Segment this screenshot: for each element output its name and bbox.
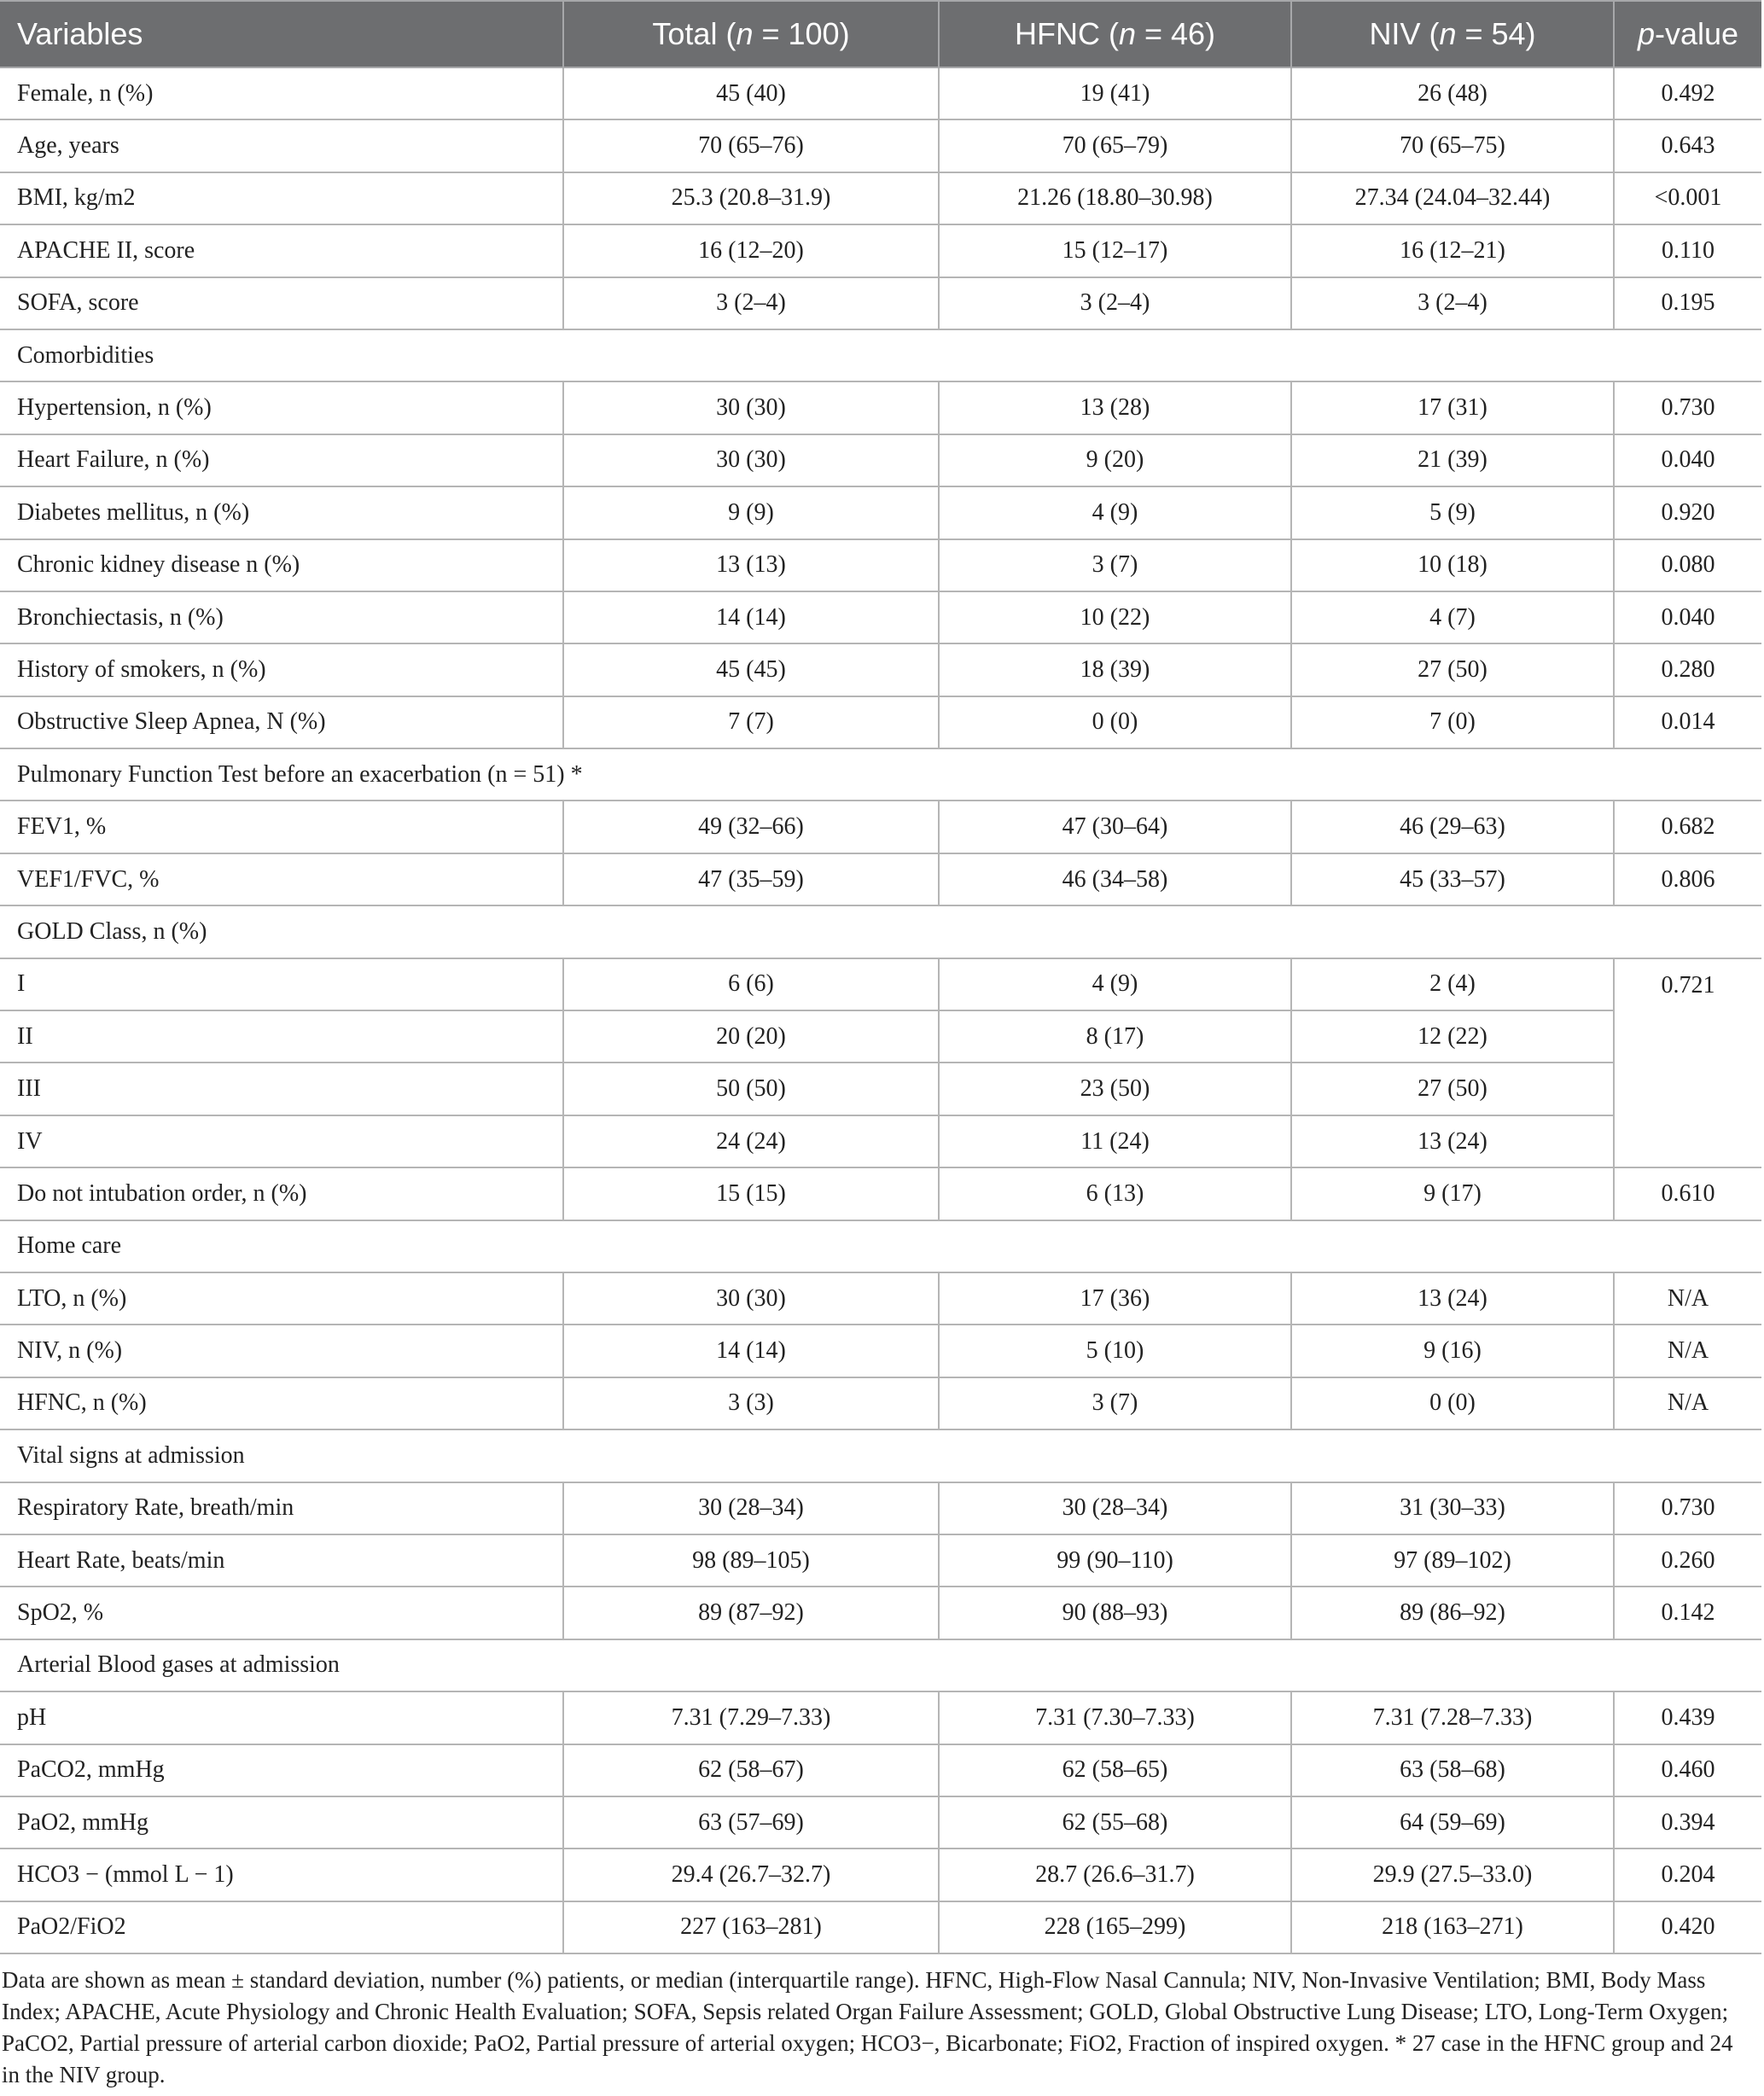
cell-p-value: 0.394	[1614, 1796, 1761, 1849]
cell-hfnc: 18 (39)	[939, 643, 1291, 696]
section-heading: Vital signs at admission	[0, 1429, 1761, 1482]
cell-niv: 2 (4)	[1291, 958, 1614, 1010]
cell-p-value: 0.142	[1614, 1587, 1761, 1639]
header-hfnc: HFNC (n = 46)	[939, 1, 1291, 67]
cell-hfnc: 8 (17)	[939, 1010, 1291, 1063]
row-label: VEF1/FVC, %	[0, 853, 563, 905]
cell-niv: 29.9 (27.5–33.0)	[1291, 1849, 1614, 1901]
cell-p-value: 0.721	[1614, 958, 1761, 1168]
header-niv: NIV (n = 54)	[1291, 1, 1614, 67]
cell-niv: 7 (0)	[1291, 696, 1614, 748]
row-label: PaO2/FiO2	[0, 1901, 563, 1953]
cell-p-value: 0.610	[1614, 1167, 1761, 1220]
cell-p-value: 0.204	[1614, 1849, 1761, 1901]
table-row	[0, 1010, 1761, 1063]
cell-total: 15 (15)	[563, 1167, 939, 1220]
cell-hfnc: 90 (88–93)	[939, 1587, 1291, 1639]
table-row	[0, 119, 1761, 172]
cell-niv: 0 (0)	[1291, 1377, 1614, 1429]
section-row	[0, 1429, 1761, 1482]
cell-p-value: 0.492	[1614, 67, 1761, 119]
cell-total: 3 (2–4)	[563, 277, 939, 329]
cell-total: 45 (45)	[563, 643, 939, 696]
cell-niv: 10 (18)	[1291, 539, 1614, 591]
row-label: Heart Failure, n (%)	[0, 434, 563, 486]
cell-niv: 27 (50)	[1291, 643, 1614, 696]
cell-hfnc: 3 (7)	[939, 539, 1291, 591]
cell-total: 63 (57–69)	[563, 1796, 939, 1849]
cell-total: 13 (13)	[563, 539, 939, 591]
cell-p-value: 0.920	[1614, 486, 1761, 539]
cell-niv: 45 (33–57)	[1291, 853, 1614, 905]
section-row	[0, 748, 1761, 801]
section-row	[0, 905, 1761, 958]
section-row	[0, 329, 1761, 381]
cell-p-value: 0.080	[1614, 539, 1761, 591]
cell-hfnc: 10 (22)	[939, 591, 1291, 643]
header-total: Total (n = 100)	[563, 1, 939, 67]
cell-total: 30 (30)	[563, 381, 939, 434]
cell-niv: 4 (7)	[1291, 591, 1614, 643]
cell-hfnc: 23 (50)	[939, 1063, 1291, 1115]
cell-p-value: 0.014	[1614, 696, 1761, 748]
cell-total: 9 (9)	[563, 486, 939, 539]
cell-niv: 63 (58–68)	[1291, 1744, 1614, 1796]
row-label: Obstructive Sleep Apnea, N (%)	[0, 696, 563, 748]
section-row	[0, 1639, 1761, 1691]
cell-total: 16 (12–20)	[563, 224, 939, 277]
table-row	[0, 381, 1761, 434]
table-row	[0, 486, 1761, 539]
row-label: APACHE II, score	[0, 224, 563, 277]
table-row	[0, 1167, 1761, 1220]
cell-total: 14 (14)	[563, 1325, 939, 1377]
cell-p-value: 0.195	[1614, 277, 1761, 329]
cell-hfnc: 9 (20)	[939, 434, 1291, 486]
row-label: PaO2, mmHg	[0, 1796, 563, 1849]
table-row	[0, 1796, 1761, 1849]
table-row	[0, 1691, 1761, 1744]
cell-niv: 13 (24)	[1291, 1272, 1614, 1325]
cell-hfnc: 62 (58–65)	[939, 1744, 1291, 1796]
cell-niv: 9 (16)	[1291, 1325, 1614, 1377]
cell-hfnc: 11 (24)	[939, 1115, 1291, 1167]
cell-hfnc: 19 (41)	[939, 67, 1291, 119]
cell-hfnc: 21.26 (18.80–30.98)	[939, 172, 1291, 224]
cell-hfnc: 7.31 (7.30–7.33)	[939, 1691, 1291, 1744]
row-label: Do not intubation order, n (%)	[0, 1167, 563, 1220]
table-row	[0, 1534, 1761, 1587]
cell-p-value: 0.040	[1614, 434, 1761, 486]
cell-niv: 7.31 (7.28–7.33)	[1291, 1691, 1614, 1744]
cell-total: 7 (7)	[563, 696, 939, 748]
row-label: HFNC, n (%)	[0, 1377, 563, 1429]
cell-hfnc: 6 (13)	[939, 1167, 1291, 1220]
cell-p-value: <0.001	[1614, 172, 1761, 224]
cell-total: 45 (40)	[563, 67, 939, 119]
cell-niv: 3 (2–4)	[1291, 277, 1614, 329]
row-label: LTO, n (%)	[0, 1272, 563, 1325]
row-label: III	[0, 1063, 563, 1115]
row-label: I	[0, 958, 563, 1010]
table-body	[0, 67, 1761, 1953]
cell-niv: 89 (86–92)	[1291, 1587, 1614, 1639]
cell-hfnc: 3 (7)	[939, 1377, 1291, 1429]
row-label: BMI, kg/m2	[0, 172, 563, 224]
cell-total: 20 (20)	[563, 1010, 939, 1063]
cell-total: 3 (3)	[563, 1377, 939, 1429]
cell-hfnc: 5 (10)	[939, 1325, 1291, 1377]
row-label: Female, n (%)	[0, 67, 563, 119]
row-label: pH	[0, 1691, 563, 1744]
cell-hfnc: 47 (30–64)	[939, 801, 1291, 853]
row-label: II	[0, 1010, 563, 1063]
cell-niv: 17 (31)	[1291, 381, 1614, 434]
cell-niv: 31 (30–33)	[1291, 1482, 1614, 1534]
cell-hfnc: 62 (55–68)	[939, 1796, 1291, 1849]
cell-p-value: 0.260	[1614, 1534, 1761, 1587]
cell-hfnc: 228 (165–299)	[939, 1901, 1291, 1953]
cell-total: 30 (30)	[563, 1272, 939, 1325]
table-row	[0, 224, 1761, 277]
cell-niv: 13 (24)	[1291, 1115, 1614, 1167]
table-row	[0, 1849, 1761, 1901]
cell-niv: 16 (12–21)	[1291, 224, 1614, 277]
section-heading: Comorbidities	[0, 329, 1761, 381]
section-row	[0, 1220, 1761, 1272]
cell-p-value: N/A	[1614, 1325, 1761, 1377]
table-footnote: Data are shown as mean ± standard deviation, number (%) patients, or median (interquartile range). HFNC, High-Flow Nasal Cannula; NIV, Non-Invasive Ventilation; BMI, Body Mass Index; APACHE, Acute Physiology and Chronic Health Evaluation; SOFA, Sepsis related Organ Failure Assessment; GOLD, Global Obstructive Lung Disease; LTO, Long-Term Oxygen; PaCO2, Partial pressure of arterial carbon dioxide; PaO2, Partial pressure of arterial oxygen; HCO3−, Bicarbonate; FiO2, Fraction of inspired oxygen. * 27 case in the HFNC group and 24 in the NIV group.	[2, 1967, 1733, 2088]
table-row	[0, 539, 1761, 591]
cell-total: 30 (28–34)	[563, 1482, 939, 1534]
header-row	[0, 1, 1761, 67]
cell-total: 50 (50)	[563, 1063, 939, 1115]
cell-hfnc: 15 (12–17)	[939, 224, 1291, 277]
table-row	[0, 1115, 1761, 1167]
cell-p-value: N/A	[1614, 1377, 1761, 1429]
cell-hfnc: 0 (0)	[939, 696, 1291, 748]
cell-p-value: 0.806	[1614, 853, 1761, 905]
cell-hfnc: 4 (9)	[939, 958, 1291, 1010]
table-row	[0, 1482, 1761, 1534]
table-row	[0, 1744, 1761, 1796]
cell-p-value: 0.280	[1614, 643, 1761, 696]
cell-total: 49 (32–66)	[563, 801, 939, 853]
cell-p-value: 0.730	[1614, 381, 1761, 434]
cell-p-value: 0.110	[1614, 224, 1761, 277]
cell-p-value: 0.730	[1614, 1482, 1761, 1534]
cell-niv: 64 (59–69)	[1291, 1796, 1614, 1849]
cell-total: 25.3 (20.8–31.9)	[563, 172, 939, 224]
cell-total: 70 (65–76)	[563, 119, 939, 172]
row-label: Hypertension, n (%)	[0, 381, 563, 434]
row-label: IV	[0, 1115, 563, 1167]
row-label: Chronic kidney disease n (%)	[0, 539, 563, 591]
cell-hfnc: 3 (2–4)	[939, 277, 1291, 329]
cell-niv: 46 (29–63)	[1291, 801, 1614, 853]
cell-hfnc: 13 (28)	[939, 381, 1291, 434]
cell-niv: 5 (9)	[1291, 486, 1614, 539]
cell-total: 30 (30)	[563, 434, 939, 486]
cell-total: 24 (24)	[563, 1115, 939, 1167]
row-label: NIV, n (%)	[0, 1325, 563, 1377]
cell-p-value: 0.040	[1614, 591, 1761, 643]
header-p-value: p-value	[1614, 1, 1761, 67]
cell-hfnc: 28.7 (26.6–31.7)	[939, 1849, 1291, 1901]
cell-hfnc: 30 (28–34)	[939, 1482, 1291, 1534]
cell-niv: 218 (163–271)	[1291, 1901, 1614, 1953]
row-label: Diabetes mellitus, n (%)	[0, 486, 563, 539]
cell-total: 47 (35–59)	[563, 853, 939, 905]
cell-total: 14 (14)	[563, 591, 939, 643]
table-row	[0, 1901, 1761, 1953]
row-label: Respiratory Rate, breath/min	[0, 1482, 563, 1534]
cell-niv: 26 (48)	[1291, 67, 1614, 119]
header-variables: Variables	[0, 1, 563, 67]
cell-hfnc: 99 (90–110)	[939, 1534, 1291, 1587]
cell-niv: 27.34 (24.04–32.44)	[1291, 172, 1614, 224]
table-row	[0, 696, 1761, 748]
row-label: Bronchiectasis, n (%)	[0, 591, 563, 643]
row-label: SpO2, %	[0, 1587, 563, 1639]
cell-p-value: N/A	[1614, 1272, 1761, 1325]
table-row	[0, 958, 1761, 1010]
cell-p-value: 0.682	[1614, 801, 1761, 853]
section-heading: Home care	[0, 1220, 1761, 1272]
table-row	[0, 1377, 1761, 1429]
table-row	[0, 591, 1761, 643]
cell-hfnc: 4 (9)	[939, 486, 1291, 539]
row-label: History of smokers, n (%)	[0, 643, 563, 696]
cell-p-value: 0.460	[1614, 1744, 1761, 1796]
table-row	[0, 434, 1761, 486]
cell-niv: 70 (65–75)	[1291, 119, 1614, 172]
table-row	[0, 67, 1761, 119]
cell-total: 29.4 (26.7–32.7)	[563, 1849, 939, 1901]
cell-total: 62 (58–67)	[563, 1744, 939, 1796]
cell-p-value: 0.420	[1614, 1901, 1761, 1953]
cell-hfnc: 17 (36)	[939, 1272, 1291, 1325]
table-row	[0, 801, 1761, 853]
row-label: Heart Rate, beats/min	[0, 1534, 563, 1587]
row-label: SOFA, score	[0, 277, 563, 329]
table-row	[0, 277, 1761, 329]
table-row	[0, 853, 1761, 905]
table-row	[0, 1587, 1761, 1639]
cell-p-value: 0.643	[1614, 119, 1761, 172]
table-row	[0, 1272, 1761, 1325]
section-heading: GOLD Class, n (%)	[0, 905, 1761, 958]
cell-total: 227 (163–281)	[563, 1901, 939, 1953]
cell-total: 6 (6)	[563, 958, 939, 1010]
cell-niv: 27 (50)	[1291, 1063, 1614, 1115]
row-label: PaCO2, mmHg	[0, 1744, 563, 1796]
row-label: HCO3 − (mmol L − 1)	[0, 1849, 563, 1901]
table-row	[0, 1063, 1761, 1115]
section-heading: Pulmonary Function Test before an exacerbation (n = 51) *	[0, 748, 1761, 801]
cell-total: 98 (89–105)	[563, 1534, 939, 1587]
table-row	[0, 1325, 1761, 1377]
cell-niv: 21 (39)	[1291, 434, 1614, 486]
cell-p-value: 0.439	[1614, 1691, 1761, 1744]
cell-total: 7.31 (7.29–7.33)	[563, 1691, 939, 1744]
section-heading: Arterial Blood gases at admission	[0, 1639, 1761, 1691]
row-label: Age, years	[0, 119, 563, 172]
table-header	[0, 1, 1761, 67]
table-row	[0, 643, 1761, 696]
cell-niv: 9 (17)	[1291, 1167, 1614, 1220]
table-row	[0, 172, 1761, 224]
cell-niv: 12 (22)	[1291, 1010, 1614, 1063]
row-label: FEV1, %	[0, 801, 563, 853]
cell-hfnc: 46 (34–58)	[939, 853, 1291, 905]
cell-total: 89 (87–92)	[563, 1587, 939, 1639]
cell-hfnc: 70 (65–79)	[939, 119, 1291, 172]
cell-niv: 97 (89–102)	[1291, 1534, 1614, 1587]
